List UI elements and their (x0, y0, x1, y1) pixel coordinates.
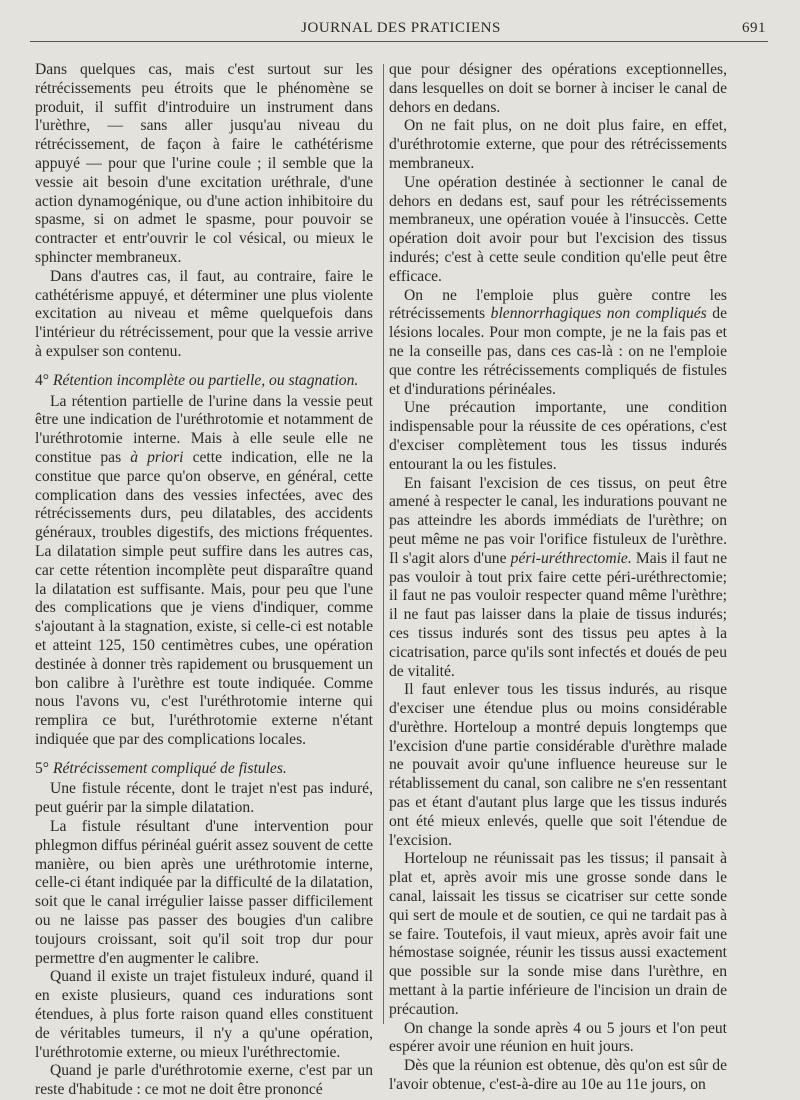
page-header (36, 20, 766, 42)
paragraph-text: On ne l'emploie plus guère contre les rétrécissements (389, 286, 727, 323)
paragraph: Il faut enlever tous les tissus indurés, au risque d'exciser une étendue plus ou moins considérable d'urèthre. Horteloup a montré depuis longtemps que l'excision d'une partie considérable d'urèthre malade ne pouvait avoir qu'une influence heureuse sur le rétablissement du canal, son calibre ne s'en ressentant pas et étant d'autant plus large que les tissus indurés ont été mieux enlevés, quelle que soit l'étendue de l'excision. (389, 681, 727, 849)
page-number: 691 (742, 20, 766, 36)
paragraph: Une précaution importante, une condition indispensable pour la réussite de ces opérations, c'est d'exciser complètement tous les tissus indurés entourant la ou les fistules. (389, 399, 727, 473)
paragraph: On ne fait plus, on ne doit plus faire, en effet, d'uréthrotomie externe, que pour des rétrécissements membraneux. (389, 117, 727, 172)
italic-phrase: blennorrhagiques non compliqués (490, 305, 707, 323)
paragraph-text: cette indication, elle ne la constitue que parce qu'on observe, en général, cette complication dans des vessies infectées, avec des rétrécissements durs, peu dilatables, des accidents généraux, troubles digestifs, des mictions fréquentes. La dilatation simple peut suffire dans les autres cas, car cette rétention incomplète peut disparaître quand la dilatation est suffisante. Mais, pour peu que l'une des complications que je viens d'indiquer, comme s'ajoutant à la stagnation, existe, si celle-ci est notable et atteint 125, 150 centimètres cubes, une opération destinée à donner très rapidement ou brusquement un bon calibre à l'urèthre est toute indiquée. Comme nous l'avons vu, c'est l'uréthrotomie interne qui remplira ce but, l'uréthrotomie externe n'étant indiquée que par des complications locales. (35, 448, 374, 748)
section-heading (35, 372, 373, 391)
paragraph (35, 393, 373, 750)
paragraph: Quand je parle d'uréthrotomie exerne, c'est par un reste d'habitude : ce mot ne doit être prononcé (35, 1062, 373, 1099)
left-column (35, 61, 373, 1100)
paragraph: Une opération destinée à sectionner le canal de dehors en dedans est, sauf pour les rétrécissements membraneux, une opération vouée à l'insuccès. Cette opération doit avoir pour but l'excision des tissus indurés; c'est à cette seule condition qu'elle peut être efficace. (389, 173, 727, 285)
paragraph-text: Mais il faut ne pas vouloir à tout prix faire cette péri-uréthrectomie; il faut ne pas vouloir respecter quand même l'urèthre; il ne faut pas laisser dans la plaie de tissus indurés; ces tissus indurés sont des tissus peu aptes à la cicatrisation, parce qu'ils sont infectés et doués de peu de vitalité. (389, 549, 727, 680)
section-number: 4° (35, 371, 50, 389)
section-title: Rétention incomplète ou partielle, ou stagnation. (52, 371, 359, 389)
paragraph: On change la sonde après 4 ou 5 jours et l'on peut espérer avoir une réunion en huit jours. (389, 1019, 727, 1056)
column-divider (383, 64, 384, 1024)
paragraph: La fistule résultant d'une intervention pour phlegmon diffus périnéal guérit assez souvent de cette manière, ou bien après une uréthrotomie interne, celle-ci étant indiquée par la difficulté de la dilatation, soit que le canal irrégulier laisse passer difficilement ou ne laisse pas passer des bougies d'un calibre toujours croissant, soit qu'il soit trop dur pour permettre d'en augmenter le calibre. (35, 818, 373, 967)
paragraph: Dans quelques cas, mais c'est surtout sur les rétrécissements peu étroits que le phénomène se produit, il suffit d'introduire un instrument dans l'urèthre, — sans aller jusqu'au niveau du rétrécissement, de façon à faire le cathétérisme appuyé — pour que l'urine coule ; il semble que la vessie ait besoin d'une excitation uréthrale, d'une action dynamogénique, ou d'une action inhibitoire du spasme, si on admet le spasme, pour pouvoir se contracter et entr'ouvrir le col vésical, ou mieux le sphincter membraneux. (35, 61, 373, 266)
paragraph-text: Dès que la réunion est obtenue, dès qu'on est sûr de l'avoir obtenue, c'est-à-dire au (389, 1057, 727, 1094)
paragraph: Horteloup ne réunissait pas les tissus; il pansait à plat et, après avoir mis une grosse sonde dans le canal, laissait les tissus se cicatriser sur cette sonde qui sert de moule et de soutien, ce qui ne tardait pas à se faire. Toutefois, il vaut mieux, après avoir fait une hémostase soignée, réunir les tissus aussi exactement que possible sur la sonde mise dans l'urèthre, en mettant à la partie inférieure de l'incision un drain de précaution. (389, 850, 727, 1018)
paragraph-text: au (606, 1076, 622, 1094)
paragraph: Une fistule récente, dont le trajet n'est pas induré, peut guérir par la simple dilatation. (35, 780, 373, 817)
paragraph-text: La rétention partielle de l'urine dans la vessie peut être une indication de l'uréthrotomie et notamment de l'uréthrotomie interne. Mais à elle seule elle ne constitue pas (35, 392, 373, 466)
day-ordinal: 10e (580, 1076, 603, 1094)
paragraph: Quand il existe un trajet fistuleux induré, quand il en existe plusieurs, quand ces indurations sont étendues, à plus forte raison quand elles constituent de véritables tumeurs, il n'y a qu'une opération, l'uréthrotomie externe, ou mieux l'uréthrectomie. (35, 968, 373, 1061)
paragraph-text: de lésions locales. Pour mon compte, je ne la fais pas et ne la conseille pas, dans ces cas-là : on ne l'emploie que contre les rétrécissements compliqués de fistules et d'indurations périnéales. (389, 305, 727, 398)
paragraph: Dans d'autres cas, il faut, au contraire, faire le cathétérisme appuyé, et déterminer une plus violente excitation au niveau et même quelquefois dans l'intérieur du rétrécissement, pour que la vessie arrive à expulser son contenu. (35, 267, 373, 360)
paragraph (389, 1057, 727, 1095)
paragraph (389, 475, 727, 682)
day-ordinal: 11e (625, 1076, 648, 1094)
section-number: 5° (35, 759, 50, 777)
paragraph-text: En faisant l'excision de ces tissus, on peut être amené à respecter le canal, les indurations pouvant ne pas atteindre les abords immédiats de l'urèthre; on peut même ne pas voir l'orifice fistuleux de l'urèthre. Il s'agit alors d'une (389, 474, 727, 567)
paragraph (389, 287, 727, 400)
right-column (389, 61, 727, 1095)
paragraph: que pour désigner des opérations exceptionnelles, dans lesquelles on doit se borner à inciser le canal de dehors en dedans. (389, 61, 727, 116)
section-title: Rétrécissement compliqué de fistules. (52, 759, 287, 777)
section-heading (35, 760, 373, 779)
journal-title: JOURNAL DES PRATICIENS (301, 20, 501, 36)
header-rule (30, 41, 768, 42)
italic-phrase: péri-uréthrectomie. (510, 549, 632, 567)
italic-phrase: à priori (130, 448, 184, 466)
paragraph-text: jours, on (651, 1076, 706, 1094)
